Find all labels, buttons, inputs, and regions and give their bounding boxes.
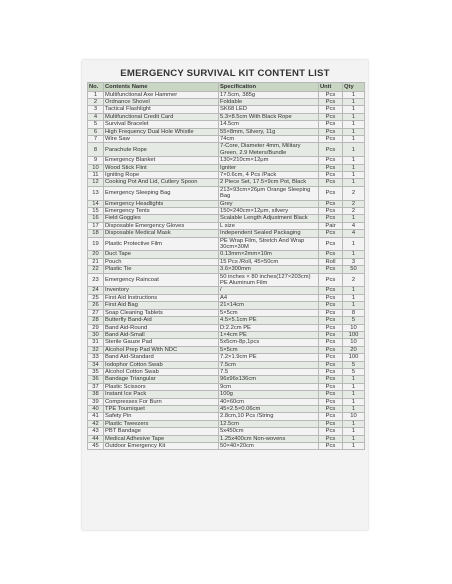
table-row (88, 164, 365, 171)
table-row (88, 339, 365, 346)
cell-unit: Pcs (319, 135, 343, 142)
cell-unit: Pcs (319, 383, 343, 390)
cell-unit: Pcs (319, 171, 343, 178)
cell-qty: 1 (343, 128, 365, 135)
cell-specification: Grey (219, 200, 319, 207)
cell-specification: 2 Piece Set, 17.5×9cm Pot, Black (219, 179, 319, 186)
cell-no: 18 (88, 230, 104, 237)
cell-contents-name: Plastic Protective Film (104, 237, 219, 251)
table-row (88, 273, 365, 287)
cell-contents-name: Wire Saw (104, 135, 219, 142)
cell-unit: Pcs (319, 376, 343, 383)
cell-qty: 1 (343, 106, 365, 113)
cell-contents-name: Plastic Scissors (104, 383, 219, 390)
cell-no: 42 (88, 420, 104, 427)
cell-no: 1 (88, 91, 104, 98)
cell-no: 15 (88, 208, 104, 215)
cell-contents-name: Wood Stick Flint (104, 164, 219, 171)
cell-qty: 1 (343, 420, 365, 427)
cell-no: 21 (88, 258, 104, 265)
cell-contents-name: Disposable Medical Mask (104, 230, 219, 237)
table-row (88, 413, 365, 420)
cell-specification: 4.5×5.1cm PE (219, 317, 319, 324)
column-header-contents-name: Contents Name (104, 83, 219, 92)
cell-specification: 213×93cm×26μm Orange Sleeping Bag (219, 186, 319, 200)
table-row (88, 428, 365, 435)
cell-unit: Pcs (319, 237, 343, 251)
cell-specification: 50×40×20cm (219, 443, 319, 450)
cell-qty: 1 (343, 405, 365, 412)
table-row (88, 405, 365, 412)
table-row (88, 354, 365, 361)
cell-qty: 1 (343, 391, 365, 398)
cell-no: 45 (88, 443, 104, 450)
table-row (88, 258, 365, 265)
cell-no: 12 (88, 179, 104, 186)
cell-contents-name: Medical Adhesive Tape (104, 435, 219, 442)
cell-contents-name: Alcohol Cotton Swab (104, 368, 219, 375)
table-row (88, 331, 365, 338)
cell-contents-name: Compresses For Burn (104, 398, 219, 405)
cell-specification: 7.5cm (219, 361, 319, 368)
cell-no: 6 (88, 128, 104, 135)
cell-unit: Pcs (319, 98, 343, 105)
cell-no: 32 (88, 346, 104, 353)
cell-unit: Pcs (319, 208, 343, 215)
cell-specification: 40×60cm (219, 398, 319, 405)
cell-contents-name: PBT Bandage (104, 428, 219, 435)
cell-qty: 1 (343, 251, 365, 258)
cell-no: 11 (88, 171, 104, 178)
table-row (88, 443, 365, 450)
table-row (88, 113, 365, 120)
table-row (88, 106, 365, 113)
cell-contents-name: Emergency Raincoat (104, 273, 219, 287)
cell-no: 20 (88, 251, 104, 258)
cell-qty: 1 (343, 383, 365, 390)
cell-unit: Pcs (319, 309, 343, 316)
cell-no: 34 (88, 361, 104, 368)
column-header-specification: Specification (219, 83, 319, 92)
cell-qty: 1 (343, 287, 365, 294)
cell-no: 39 (88, 398, 104, 405)
cell-qty: 4 (343, 222, 365, 229)
table-row (88, 368, 365, 375)
cell-specification: A4 (219, 294, 319, 301)
cell-contents-name: Alcohol Prep Pad With NDC (104, 346, 219, 353)
cell-qty: 1 (343, 179, 365, 186)
cell-specification: 1.25x400cm Non-wovens (219, 435, 319, 442)
cell-specification: Foldable (219, 98, 319, 105)
table-row (88, 309, 365, 316)
cell-no: 17 (88, 222, 104, 229)
cell-no: 35 (88, 368, 104, 375)
cell-unit: Pcs (319, 179, 343, 186)
cell-specification: 1×4cm PE (219, 331, 319, 338)
cell-no: 2 (88, 98, 104, 105)
cell-specification: 5.3×8.5cm With Black Rope (219, 113, 319, 120)
cell-unit: Pcs (319, 391, 343, 398)
cell-contents-name: Safety Pin (104, 413, 219, 420)
table-row (88, 200, 365, 207)
table-row (88, 128, 365, 135)
cell-unit: Pcs (319, 266, 343, 273)
cell-contents-name: Butterfly Band-Aid (104, 317, 219, 324)
cell-specification: 7.2×1.9cm PE (219, 354, 319, 361)
cell-contents-name: Tactical Flashlight (104, 106, 219, 113)
cell-contents-name: Band Aid-Small (104, 331, 219, 338)
cell-qty: 1 (343, 98, 365, 105)
table-row (88, 157, 365, 164)
cell-qty: 1 (343, 91, 365, 98)
column-header-qty: Qty (343, 83, 365, 92)
cell-unit: Pcs (319, 143, 343, 157)
table-row (88, 251, 365, 258)
table-row (88, 171, 365, 178)
table-row (88, 317, 365, 324)
cell-unit: Pcs (319, 157, 343, 164)
cell-contents-name: Emergency Blanket (104, 157, 219, 164)
cell-contents-name: Ordnance Shovel (104, 98, 219, 105)
table-row (88, 230, 365, 237)
cell-unit: Pcs (319, 405, 343, 412)
cell-specification: 9cm (219, 383, 319, 390)
cell-contents-name: Sterile Gauze Pad (104, 339, 219, 346)
table-row (88, 435, 365, 442)
cell-qty: 20 (343, 346, 365, 353)
cell-specification: 12.5cm (219, 420, 319, 427)
cell-unit: Pcs (319, 113, 343, 120)
cell-unit: Pcs (319, 331, 343, 338)
cell-no: 25 (88, 294, 104, 301)
cell-specification: 150×240cm×12μm, silvery (219, 208, 319, 215)
cell-no: 8 (88, 143, 104, 157)
table-row (88, 324, 365, 331)
table-row (88, 398, 365, 405)
cell-specification: 100g (219, 391, 319, 398)
table-body (88, 91, 365, 450)
cell-contents-name: Outdoor Emergency Kit (104, 443, 219, 450)
table-row (88, 215, 365, 222)
cell-unit: Pcs (319, 186, 343, 200)
cell-specification: 15 Pcs /Roll, 45×50cm (219, 258, 319, 265)
cell-qty: 10 (343, 413, 365, 420)
cell-qty: 100 (343, 354, 365, 361)
cell-contents-name: Survival Bracelet (104, 121, 219, 128)
cell-qty: 2 (343, 200, 365, 207)
cell-specification: 17.5cm, 385g (219, 91, 319, 98)
cell-contents-name: Emergency Sleeping Bag (104, 186, 219, 200)
cell-unit: Pcs (319, 443, 343, 450)
cell-unit: Pcs (319, 287, 343, 294)
cell-qty: 1 (343, 398, 365, 405)
cell-unit: Pcs (319, 420, 343, 427)
table-row (88, 376, 365, 383)
cell-qty: 1 (343, 443, 365, 450)
cell-qty: 4 (343, 230, 365, 237)
table-header-row (88, 83, 365, 92)
cell-no: 43 (88, 428, 104, 435)
cell-unit: Pcs (319, 317, 343, 324)
cell-unit: Pcs (319, 106, 343, 113)
cell-contents-name: Band Aid-Standard (104, 354, 219, 361)
cell-qty: 1 (343, 113, 365, 120)
cell-specification: 5x5cm-8p,1pcs (219, 339, 319, 346)
cell-unit: Pcs (319, 346, 343, 353)
cell-contents-name: TPE Tourniquet (104, 405, 219, 412)
cell-no: 33 (88, 354, 104, 361)
cell-no: 24 (88, 287, 104, 294)
cell-specification: 5×5cm (219, 309, 319, 316)
cell-specification: 5×5cm (219, 346, 319, 353)
cell-unit: Pcs (319, 164, 343, 171)
cell-contents-name: First Aid Instructions (104, 294, 219, 301)
cell-no: 19 (88, 237, 104, 251)
cell-unit: Pcs (319, 128, 343, 135)
cell-unit: Pcs (319, 435, 343, 442)
content-table (87, 82, 365, 450)
cell-specification: 5x450cm (219, 428, 319, 435)
cell-no: 4 (88, 113, 104, 120)
table-row (88, 420, 365, 427)
cell-qty: 1 (343, 302, 365, 309)
cell-qty: 1 (343, 143, 365, 157)
cell-specification: PE Wrap Film, Stretch And Wrap 30cm×30M (219, 237, 319, 251)
table-row (88, 383, 365, 390)
content-table-wrap (87, 82, 364, 450)
cell-unit: Pcs (319, 273, 343, 287)
cell-no: 3 (88, 106, 104, 113)
cell-contents-name: Soap Cleaning Tablets (104, 309, 219, 316)
cell-no: 36 (88, 376, 104, 383)
cell-no: 30 (88, 331, 104, 338)
cell-contents-name: Duct Tape (104, 251, 219, 258)
table-row (88, 266, 365, 273)
cell-contents-name: First Aid Bag (104, 302, 219, 309)
cell-qty: 2 (343, 186, 365, 200)
cell-no: 22 (88, 266, 104, 273)
cell-qty: 1 (343, 135, 365, 142)
cell-unit: Pcs (319, 368, 343, 375)
cell-no: 5 (88, 121, 104, 128)
cell-specification: 3.6×300mm (219, 266, 319, 273)
cell-contents-name: Multifunctional Axe Hammer (104, 91, 219, 98)
cell-specification: Scalable Length Adjustment Black (219, 215, 319, 222)
cell-specification: 74cm (219, 135, 319, 142)
cell-specification: 2.8cm,10 Pcs /String (219, 413, 319, 420)
cell-unit: Pcs (319, 354, 343, 361)
table-row (88, 91, 365, 98)
cell-no: 9 (88, 157, 104, 164)
table-row (88, 302, 365, 309)
cell-no: 7 (88, 135, 104, 142)
cell-unit: Pcs (319, 251, 343, 258)
cell-contents-name: Emergency Headlights (104, 200, 219, 207)
table-row (88, 361, 365, 368)
table-row (88, 121, 365, 128)
cell-specification: 7.5 (219, 368, 319, 375)
cell-specification: Independent Sealed Packaging (219, 230, 319, 237)
cell-qty: 5 (343, 361, 365, 368)
cell-no: 16 (88, 215, 104, 222)
cell-contents-name: Igniting Rope (104, 171, 219, 178)
cell-unit: Pcs (319, 200, 343, 207)
cell-specification: 7-Core, Diameter 4mm, Military Green, 2.9 Meters/Bundle (219, 143, 319, 157)
table-row (88, 208, 365, 215)
cell-no: 31 (88, 339, 104, 346)
table-row (88, 179, 365, 186)
cell-unit: Pcs (319, 294, 343, 301)
cell-unit: Pcs (319, 339, 343, 346)
table-row (88, 294, 365, 301)
cell-contents-name: Plastic Tie (104, 266, 219, 273)
cell-qty: 10 (343, 324, 365, 331)
content-list-sheet (82, 60, 368, 530)
cell-specification: 55×8mm, Silvery, 11g (219, 128, 319, 135)
cell-unit: Pcs (319, 302, 343, 309)
table-row (88, 98, 365, 105)
cell-contents-name: Instant Ice Pack (104, 391, 219, 398)
cell-contents-name: High Frequency Dual Hole Whistle (104, 128, 219, 135)
cell-specification: SK68 LED (219, 106, 319, 113)
cell-specification: 96x96x136cm (219, 376, 319, 383)
table-row (88, 222, 365, 229)
table-row (88, 391, 365, 398)
cell-qty: 100 (343, 331, 365, 338)
table-row (88, 143, 365, 157)
cell-qty: 5 (343, 368, 365, 375)
cell-contents-name: Emergency Tents (104, 208, 219, 215)
cell-qty: 1 (343, 376, 365, 383)
cell-specification: 21×14cm (219, 302, 319, 309)
cell-unit: Pcs (319, 121, 343, 128)
cell-qty: 10 (343, 339, 365, 346)
cell-qty: 1 (343, 121, 365, 128)
cell-no: 26 (88, 302, 104, 309)
cell-contents-name: Multifunctional Credit Card (104, 113, 219, 120)
cell-unit: Pcs (319, 398, 343, 405)
cell-no: 29 (88, 324, 104, 331)
cell-qty: 1 (343, 237, 365, 251)
cell-unit: Pcs (319, 215, 343, 222)
cell-specification: Igniter (219, 164, 319, 171)
cell-no: 14 (88, 200, 104, 207)
document-title: EMERGENCY SURVIVAL KIT CONTENT LIST (120, 68, 330, 79)
cell-unit: Pcs (319, 230, 343, 237)
cell-specification: 130×210cm×12μm (219, 157, 319, 164)
cell-qty: 5 (343, 317, 365, 324)
cell-contents-name: Iodophor Cotton Swab (104, 361, 219, 368)
cell-contents-name: Band Aid-Round (104, 324, 219, 331)
cell-specification: 50 inches × 80 inches(127×203cm) PE Aluminum Film (219, 273, 319, 287)
cell-unit: Roll (319, 258, 343, 265)
column-header-no: No. (88, 83, 104, 92)
cell-no: 27 (88, 309, 104, 316)
cell-contents-name: Inventory (104, 287, 219, 294)
cell-contents-name: Plastic Tweezers (104, 420, 219, 427)
cell-unit: Pcs (319, 413, 343, 420)
cell-qty: 1 (343, 157, 365, 164)
cell-contents-name: Disposable Emergency Gloves (104, 222, 219, 229)
cell-contents-name: Field Goggles (104, 215, 219, 222)
table-row (88, 237, 365, 251)
cell-no: 41 (88, 413, 104, 420)
cell-unit: Pcs (319, 428, 343, 435)
cell-specification: L size (219, 222, 319, 229)
cell-qty: 50 (343, 266, 365, 273)
cell-qty: 1 (343, 164, 365, 171)
table-row (88, 287, 365, 294)
cell-qty: 1 (343, 294, 365, 301)
cell-no: 13 (88, 186, 104, 200)
cell-specification: 7×0.6cm, 4 Pcs /Pack (219, 171, 319, 178)
cell-qty: 1 (343, 215, 365, 222)
cell-contents-name: Pouch (104, 258, 219, 265)
cell-no: 28 (88, 317, 104, 324)
cell-no: 38 (88, 391, 104, 398)
cell-specification: D:2.2cm PE (219, 324, 319, 331)
table-row (88, 346, 365, 353)
cell-qty: 1 (343, 428, 365, 435)
cell-no: 40 (88, 405, 104, 412)
cell-specification: 14.5cm (219, 121, 319, 128)
table-row (88, 186, 365, 200)
cell-qty: 3 (343, 258, 365, 265)
cell-specification: 45×2.5×0.06cm (219, 405, 319, 412)
cell-qty: 2 (343, 273, 365, 287)
cell-unit: Pcs (319, 324, 343, 331)
cell-unit: Pcs (319, 361, 343, 368)
cell-no: 10 (88, 164, 104, 171)
cell-contents-name: Parachute Rope (104, 143, 219, 157)
column-header-unit: Unit (319, 83, 343, 92)
cell-contents-name: Cooking Pot And Lid, Cutlery Spoon (104, 179, 219, 186)
cell-no: 37 (88, 383, 104, 390)
cell-specification: / (219, 287, 319, 294)
cell-no: 23 (88, 273, 104, 287)
cell-unit: Pcs (319, 91, 343, 98)
cell-qty: 1 (343, 435, 365, 442)
cell-qty: 1 (343, 171, 365, 178)
cell-specification: 0.13mm×2mm×10m (219, 251, 319, 258)
cell-contents-name: Bandage Triangular (104, 376, 219, 383)
cell-qty: 8 (343, 309, 365, 316)
cell-qty: 2 (343, 208, 365, 215)
cell-no: 44 (88, 435, 104, 442)
table-row (88, 135, 365, 142)
cell-unit: Pair (319, 222, 343, 229)
